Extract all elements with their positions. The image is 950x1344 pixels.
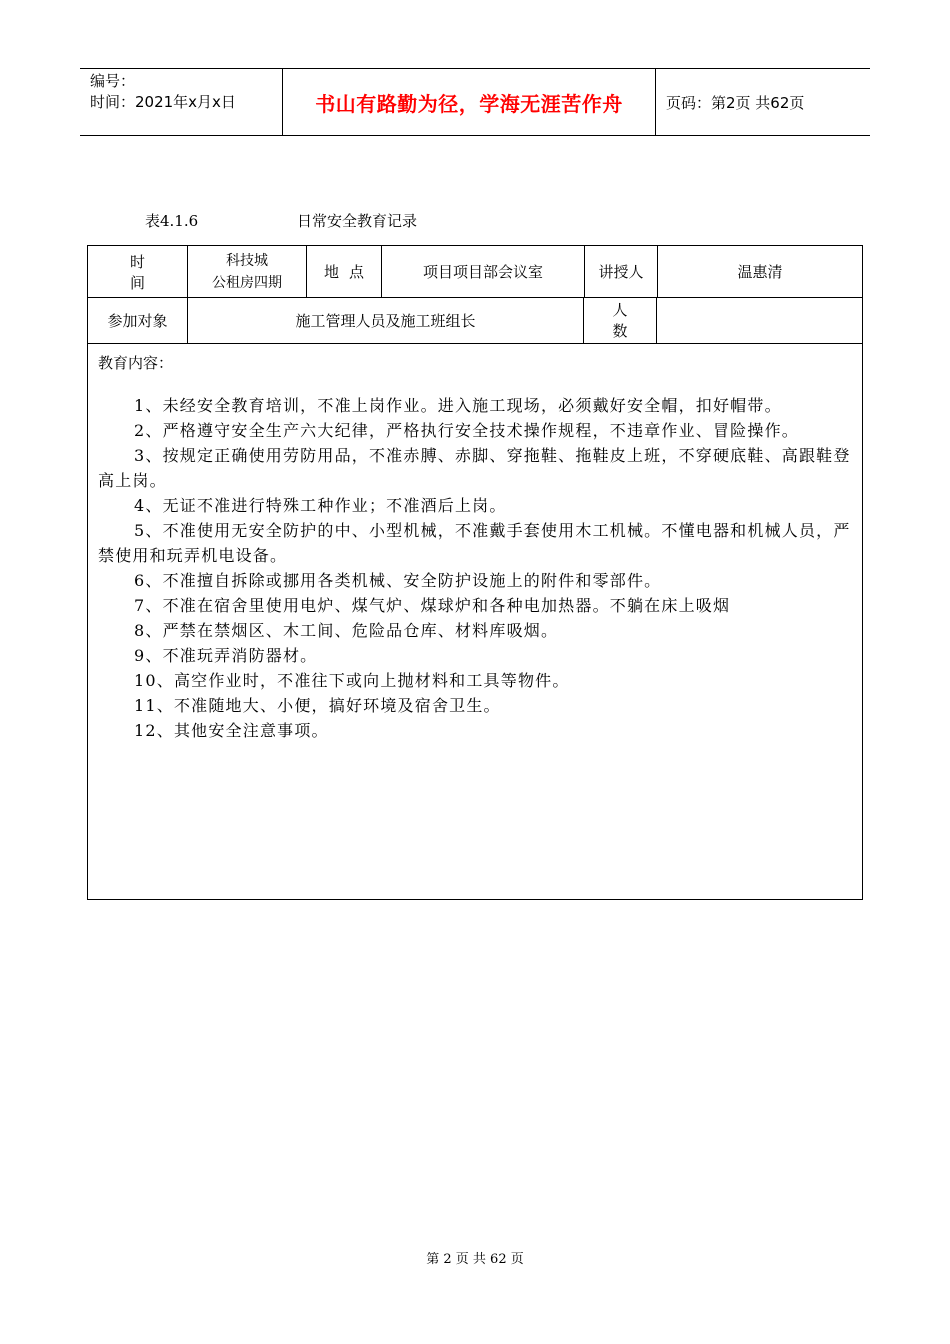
header-motto: 书山有路勤为径，学海无涯苦作舟 — [283, 69, 656, 135]
content-item: 2、严格遵守安全生产六大纪律，严格执行安全技术操作规程，不违章作业、冒险操作。 — [134, 421, 799, 440]
content-item: 3、按规定正确使用劳防用品，不准赤膊、赤脚、穿拖鞋、拖鞋皮上班，不穿硬底鞋、高跟鞋登高上岗。 — [98, 446, 851, 490]
table-caption — [145, 210, 417, 231]
place-value-cell — [382, 246, 585, 297]
content-item: 10、高空作业时，不准往下或向上抛材料和工具等物件。 — [134, 671, 570, 690]
place-value: 项目项目部会议室 — [422, 263, 543, 281]
time-label: 时间 — [129, 252, 171, 292]
content-item: 6、不准擅自拆除或挪用各类机械、安全防护设施上的附件和零部件。 — [134, 571, 662, 590]
lecturer-value-cell — [658, 246, 862, 297]
content-item: 1、未经安全教育培训，不准上岗作业。进入施工现场，必须戴好安全帽，扣好帽带。 — [134, 396, 782, 415]
lecturer-value: 温惠清 — [737, 263, 783, 281]
content-item: 8、严禁在禁烟区、木工间、危险品仓库、材料库吸烟。 — [134, 621, 559, 640]
content-item: 5、不准使用无安全防护的中、小型机械，不准戴手套使用木工机械。不懂电器和机械人员，严禁使用和玩弄机电设备。 — [98, 521, 851, 565]
place-label: 地点 — [323, 263, 374, 281]
page-footer: 第 2 页 共 62 页 — [426, 1252, 524, 1267]
content-item: 11、不准随地大、小便，搞好环境及宿舍卫生。 — [134, 696, 501, 715]
content-item: 4、无证不准进行特殊工种作业；不准酒后上岗。 — [134, 496, 507, 515]
lecturer-label: 讲授人 — [598, 263, 644, 281]
content-item: 9、不准玩弄消防器材。 — [134, 646, 318, 665]
time-value-cell — [188, 246, 307, 297]
time-label-cell — [88, 246, 188, 297]
header-meta — [80, 69, 283, 135]
header-page-number: 页码：第2页 共62页 — [666, 93, 805, 112]
content-title: 教育内容： — [98, 354, 174, 372]
time-value-line2: 公租房四期 — [212, 274, 282, 291]
safety-education-record-table — [87, 245, 863, 900]
code-label: 编号： — [90, 72, 136, 90]
participants-value-cell — [188, 297, 584, 343]
table-number: 表4.1.6 — [145, 212, 199, 230]
count-label: 人数 — [612, 301, 654, 340]
content-item: 12、其他安全注意事项。 — [134, 721, 329, 740]
count-label-cell — [584, 297, 657, 343]
education-content — [88, 344, 862, 899]
lecturer-label-cell — [585, 246, 658, 297]
table-title: 日常安全教育记录 — [297, 212, 418, 230]
content-item: 7、不准在宿舍里使用电炉、煤气炉、煤球炉和各种电加热器。不躺在床上吸烟 — [134, 596, 731, 615]
record-row-info — [88, 246, 862, 298]
participants-label-cell — [88, 297, 188, 343]
count-value-cell — [657, 297, 862, 343]
document-header — [80, 68, 870, 136]
participants-value: 施工管理人员及施工班组长 — [295, 311, 476, 330]
record-row-participants — [88, 297, 862, 344]
time-value-line1: 科技城 — [226, 252, 268, 269]
participants-label: 参加对象 — [107, 311, 168, 330]
date-text: 时间：2021年x月x日 — [90, 93, 236, 111]
place-label-cell — [307, 246, 382, 297]
